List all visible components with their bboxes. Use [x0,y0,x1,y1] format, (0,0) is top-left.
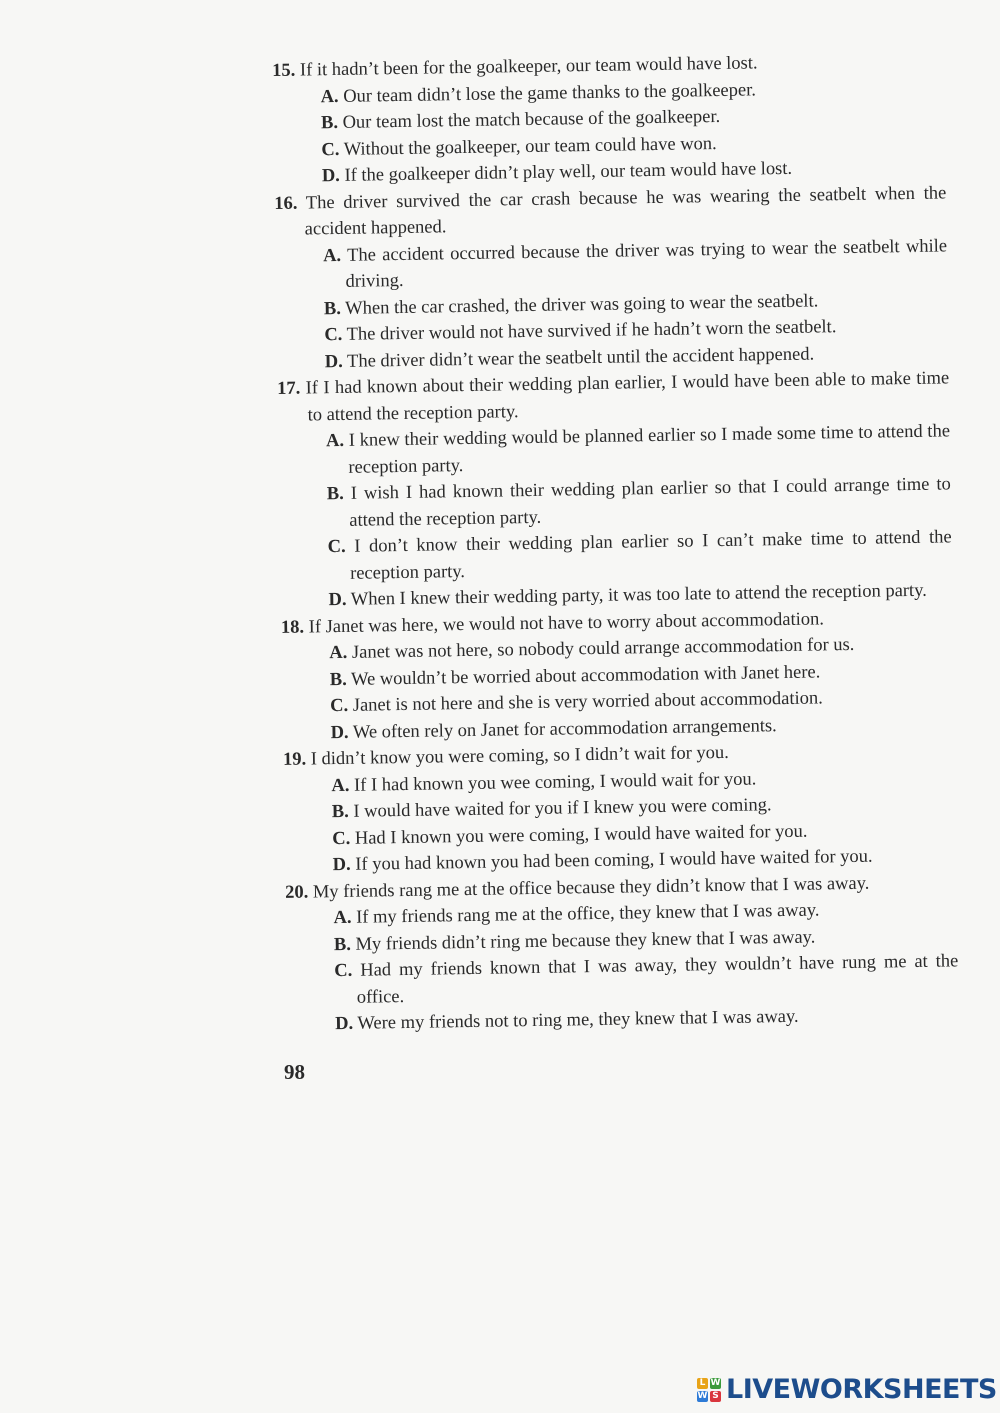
option-letter: B. [320,112,339,134]
option-text: When the car crashed, the driver was going to wear the seatbelt. [345,290,819,319]
option-text: I knew their wedding would be planned earlier so I made some time to attend the reception party. [348,421,951,478]
option-letter: B. [323,298,342,319]
question-text: My friends rang me at the office because they didn’t know that I was away. [312,873,870,902]
option-text: The driver didn’t wear the seatbelt until the accident happened. [346,344,815,372]
question-number: 19. [282,749,307,770]
option-letter: A. [331,775,350,796]
option-text: When I knew their wedding party, it was too late to attend the reception party. [350,580,927,610]
option-text: Janet is not here and she is very worried about accommodation. [352,688,823,716]
logo-mark-tile: W [697,1390,708,1401]
option-text: If the goalkeeper didn’t play well, our team would have lost. [344,158,793,186]
question-number: 15. [272,60,296,81]
option-text: Had my friends known that I was away, they wouldn’t have rung me at the office. [356,951,959,1008]
answer-option[interactable] [326,418,951,481]
option-letter: C. [330,695,349,717]
option-letter: D. [321,165,341,187]
logo-mark-tile: S [710,1391,721,1402]
answer-option[interactable] [323,233,948,296]
logo-text: LIVEWORKSHEETS [726,1374,997,1405]
option-text: Our team didn’t lose the game thanks to the goalkeeper. [343,79,757,107]
option-letter: B. [326,483,344,505]
question-text: If Janet was here, we would not have to worry about accommodation. [308,608,825,637]
answer-option[interactable] [327,524,952,587]
question [274,180,949,376]
option-letter: B. [333,934,352,955]
question [272,47,946,190]
question-number: 20. [284,882,309,903]
option-letter: A. [320,86,339,107]
option-text: If my friends rang me at the office, they knew that I was away. [355,900,820,928]
option-letter: B. [329,669,347,690]
option-text: We often rely on Janet for accommodation arrangements. [352,715,777,743]
liveworksheets-logo[interactable] [697,1374,997,1405]
question-number: 16. [274,193,298,214]
answer-option[interactable] [334,948,959,1011]
option-letter: D. [330,722,349,743]
option-letter: C. [332,828,351,849]
logo-mark-tile: W [710,1377,721,1388]
question-text: If it hadn’t been for the goalkeeper, our team would have lost. [299,53,758,81]
option-letter: B. [331,801,349,823]
option-letter: C. [321,139,340,160]
logo-mark-tile: L [697,1378,708,1389]
option-text: The driver would not have survived if he hadn’t worn the seatbelt. [346,317,837,345]
question-number: 18. [280,617,305,638]
option-text: I don’t know their wedding plan earlier so I can’t make time to attend the reception party. [349,527,952,584]
option-text: I would have waited for you if I knew you were coming. [353,795,772,822]
option-text: If you had known you had been coming, I would have waited for you. [355,846,873,875]
option-text: Without the goalkeeper, our team could have won. [343,133,717,160]
question [281,604,955,747]
option-text: Had I known you were coming, I would have waited for you. [354,821,808,849]
option-letter: A. [333,907,352,929]
option-text: Janet was not here, so nobody could arrange accommodation for us. [351,634,855,663]
answer-option[interactable] [327,471,952,534]
question-number: 17. [277,378,301,399]
option-text: Our team lost the match because of the goalkeeper. [342,106,721,133]
question [283,736,957,879]
option-letter: A. [322,245,342,266]
option-text: We wouldn’t be worried about accommodation with Janet here. [350,661,821,690]
logo-mark-icon [697,1378,721,1402]
option-letter: D. [324,351,343,372]
question-list [272,47,959,1038]
option-text: I wish I had known their wedding plan earlier so that I could arrange time to attend the reception party. [349,474,951,531]
question [277,365,953,614]
option-letter: A. [329,642,348,664]
option-text: Were my friends not to ring me, they knew that I was away. [357,1006,799,1034]
option-text: The accident occurred because the driver was trying to wear the seatbelt while driving. [345,235,948,292]
option-text: My friends didn’t ring me because they knew that I was away. [355,927,816,955]
page-number: 98 [284,1060,305,1084]
option-letter: C. [327,536,346,558]
question-text: I didn’t know you were coming, so I didn’t wait for you. [310,742,729,770]
option-letter: D. [328,589,347,611]
option-letter: C. [324,324,343,346]
option-letter: D. [335,1013,354,1035]
question [285,869,959,1039]
option-letter: A. [325,430,345,452]
option-letter: C. [334,960,353,982]
option-letter: D. [332,854,351,876]
question-text: The driver survived the car crash because he was wearing the seatbelt when the accident happened. [304,182,947,240]
option-text: If I had known you wee coming, I would wait for you. [353,768,757,796]
question-text: If I had known about their wedding plan earlier, I would have been able to make time to attend the reception party. [305,368,950,425]
